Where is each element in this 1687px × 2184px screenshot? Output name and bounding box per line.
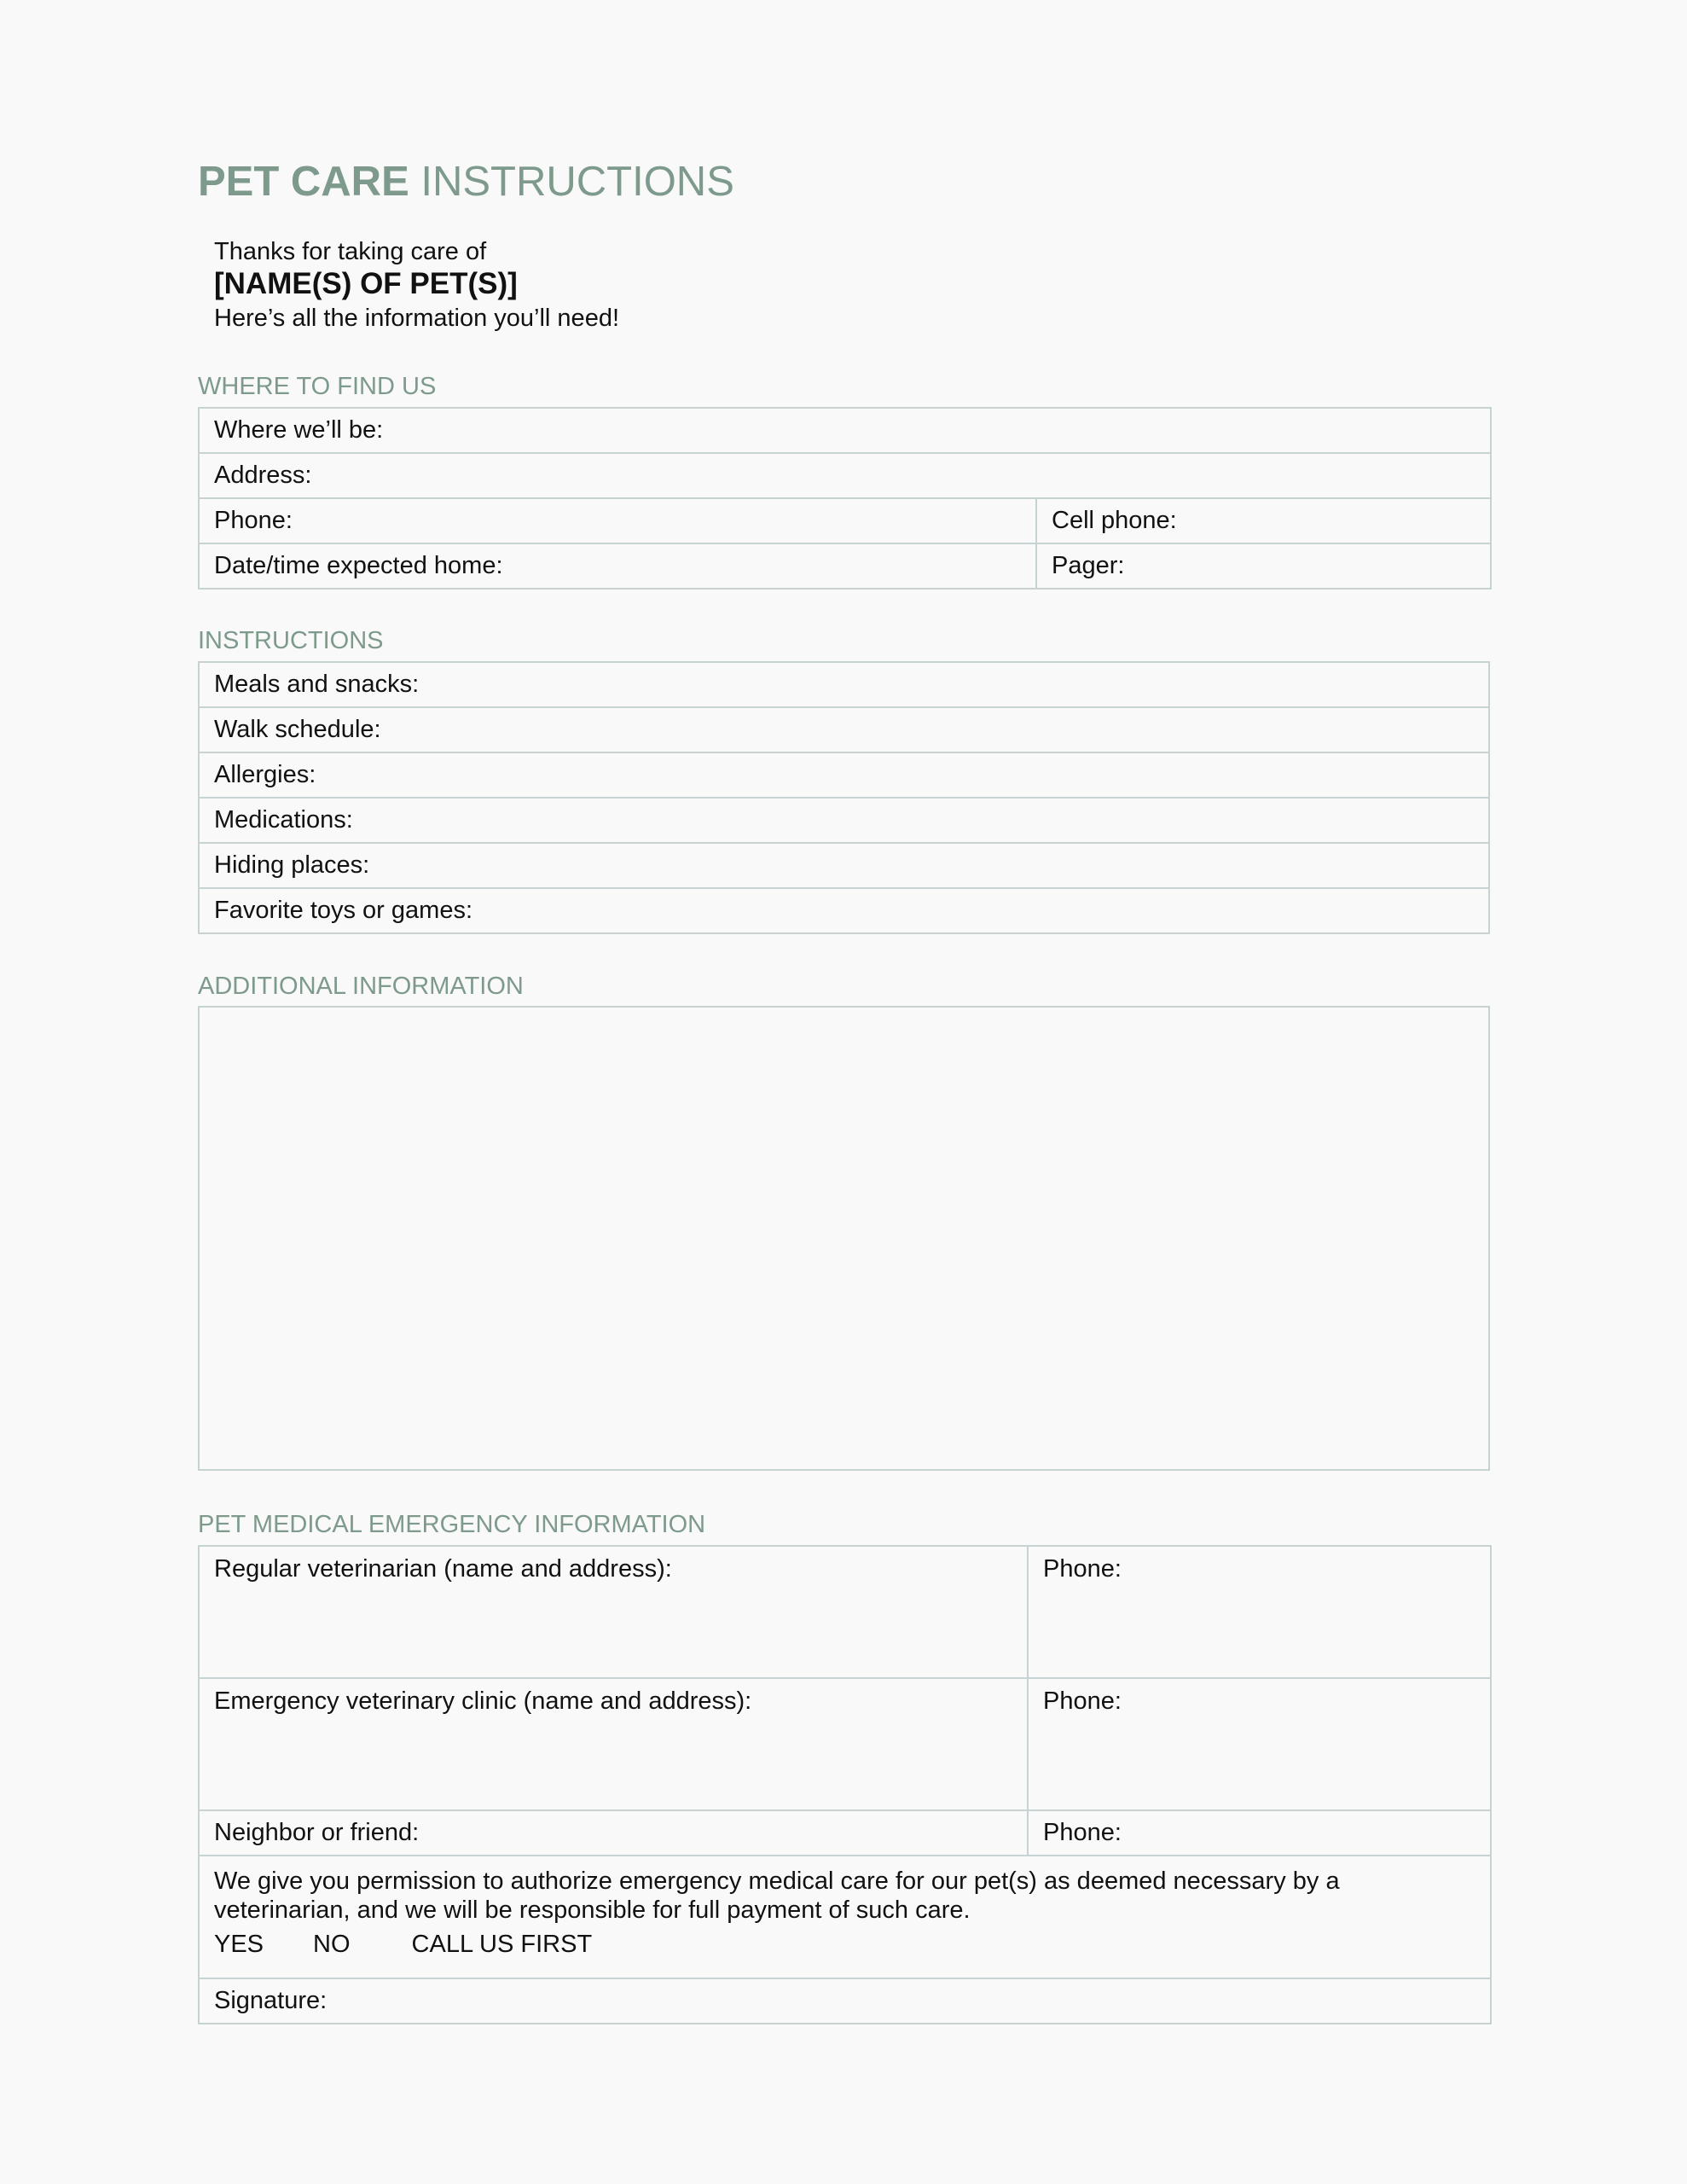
regular-vet-field[interactable]: Regular veterinarian (name and address): — [199, 1546, 1028, 1678]
medications-field[interactable]: Medications: — [199, 798, 1489, 843]
yes-option[interactable]: YES — [214, 1931, 264, 1958]
hiding-places-field[interactable]: Hiding places: — [199, 843, 1489, 888]
section-heading-where: WHERE TO FIND US — [198, 373, 437, 400]
intro-line: Thanks for taking care of — [214, 238, 487, 265]
title-bold: PET CARE — [198, 159, 409, 205]
pet-names[interactable]: [NAME(S) OF PET(S)] — [214, 267, 518, 300]
meals-field[interactable]: Meals and snacks: — [199, 662, 1489, 707]
permission-cell — [199, 1856, 1491, 1978]
page-title — [198, 158, 734, 206]
neighbor-phone-field[interactable]: Phone: — [1028, 1810, 1491, 1856]
no-option[interactable]: NO — [313, 1931, 351, 1958]
additional-info-box[interactable] — [198, 1006, 1490, 1471]
section-heading-instructions: INSTRUCTIONS — [198, 627, 384, 654]
intro-line: Here’s all the information you’ll need! — [214, 305, 620, 332]
call-us-first-option[interactable]: CALL US FIRST — [411, 1931, 593, 1958]
regular-vet-phone-field[interactable]: Phone: — [1028, 1546, 1491, 1678]
favorite-toys-field[interactable]: Favorite toys or games: — [199, 888, 1489, 933]
address-field[interactable]: Address: — [199, 453, 1491, 498]
title-rest: INSTRUCTIONS — [409, 159, 734, 205]
where-field[interactable]: Where we’ll be: — [199, 408, 1491, 453]
cell-phone-field[interactable]: Cell phone: — [1036, 498, 1491, 543]
pager-field[interactable]: Pager: — [1036, 543, 1491, 589]
permission-text: We give you permission to authorize emergency medical care for our pet(s) as deemed necessary by a veterinarian, and we will be responsible for full payment of such care. — [214, 1867, 1340, 1924]
emergency-clinic-field[interactable]: Emergency veterinary clinic (name and address): — [199, 1678, 1028, 1810]
instructions-table — [198, 661, 1490, 934]
walk-schedule-field[interactable]: Walk schedule: — [199, 707, 1489, 752]
phone-field[interactable]: Phone: — [199, 498, 1036, 543]
signature-field[interactable]: Signature: — [199, 1978, 1491, 2024]
section-heading-medical: PET MEDICAL EMERGENCY INFORMATION — [198, 1511, 706, 1538]
intro-block — [214, 237, 619, 334]
neighbor-field[interactable]: Neighbor or friend: — [199, 1810, 1028, 1856]
emergency-clinic-phone-field[interactable]: Phone: — [1028, 1678, 1491, 1810]
datetime-field[interactable]: Date/time expected home: — [199, 543, 1036, 589]
section-heading-additional: ADDITIONAL INFORMATION — [198, 973, 524, 1000]
permission-choices — [214, 1930, 1475, 1959]
medical-table — [198, 1545, 1492, 2024]
where-table — [198, 407, 1492, 590]
allergies-field[interactable]: Allergies: — [199, 752, 1489, 798]
